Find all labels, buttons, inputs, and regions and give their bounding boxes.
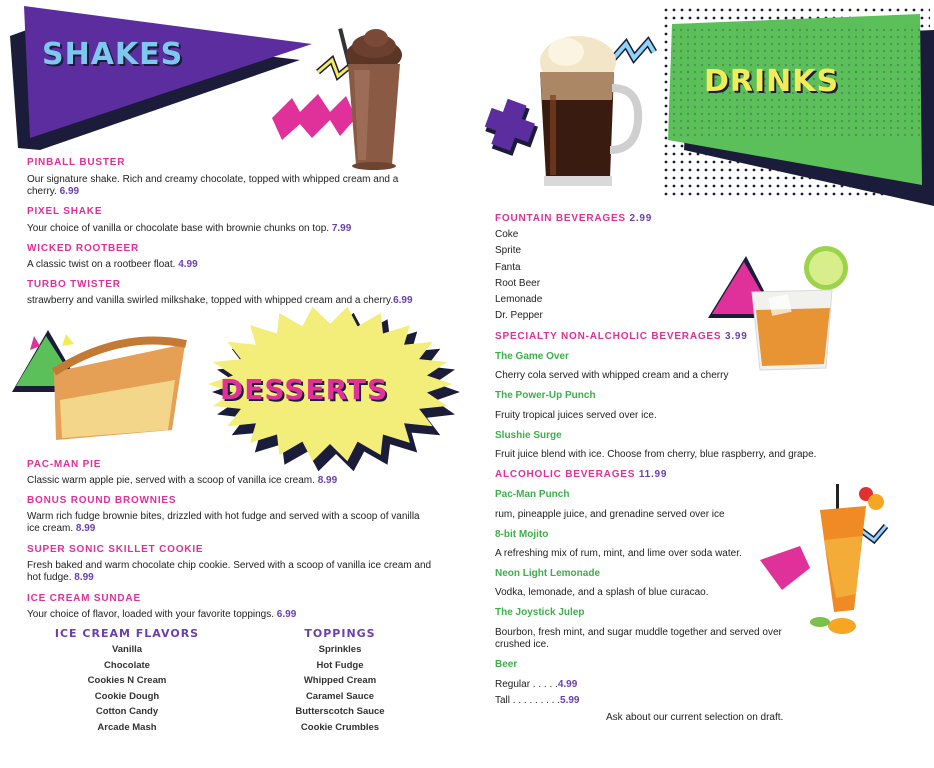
fountain-heading: FOUNTAIN BEVERAGES 2.99 (495, 213, 653, 224)
apple-pie-image (12, 330, 186, 440)
flavor-item: Cotton Candy (95, 706, 159, 717)
drink-desc: rum, pineapple juice, and grenadine served over ice (495, 509, 725, 520)
drink-desc: Cherry cola served with whipped cream and a cherry (495, 370, 729, 381)
dessert-name: PAC-MAN PIE (27, 459, 102, 470)
drink-name: Pac-Man Punch (495, 489, 570, 500)
fountain-item: Coke (495, 229, 519, 240)
fountain-price: 2.99 (629, 213, 653, 224)
shake-price: 6.99 (59, 186, 80, 197)
zigzag-blue-drinks (612, 42, 654, 60)
specialty-price: 3.99 (724, 331, 748, 342)
drink-desc: Bourbon, fresh mint, and sugar muddle together and served over crushed ice. (495, 627, 782, 650)
beer-note: Ask about our current selection on draft. (606, 712, 784, 723)
dessert-desc: Classic warm apple pie, served with a scoop of vanilla ice cream. 8.99 (27, 475, 338, 486)
drink-desc: A refreshing mix of rum, mint, and lime over soda water. (495, 548, 742, 559)
flavor-item: Chocolate (104, 659, 150, 671)
drinks-heading: DRINKS (704, 64, 840, 99)
dessert-name: ICE CREAM SUNDAE (27, 593, 141, 604)
shakes-banner (10, 6, 312, 150)
flavor-item: Cookies N Cream (87, 675, 167, 686)
dessert-price: 6.99 (276, 609, 297, 620)
shake-price: 7.99 (331, 223, 352, 234)
topping-item: Caramel Sauce (305, 690, 375, 702)
topping-item: Hot Fudge (316, 659, 364, 671)
topping-item: Butterscotch Sauce (295, 706, 385, 717)
shake-desc: A classic twist on a rootbeer float. 4.99 (27, 259, 198, 270)
drink-desc: Fruity tropical juices served over ice. (495, 410, 657, 421)
cocktail-image (760, 484, 886, 634)
flavors-list (42, 642, 212, 735)
drink-name: Neon Light Lemonade (495, 568, 600, 579)
toppings-list (255, 642, 425, 735)
shake-price: 6.99 (393, 295, 413, 306)
shake-desc: Our signature shake. Rich and creamy chocolate, topped with whipped cream and a cherry. 6.99 (27, 174, 399, 197)
shake-name: TURBO TWISTER (27, 279, 121, 290)
fountain-item: Fanta (495, 261, 521, 273)
drink-name: Slushie Surge (495, 430, 562, 441)
dessert-name: BONUS ROUND BROWNIES (27, 495, 177, 506)
flavor-item: Cookie Dough (94, 690, 160, 702)
shake-name: WICKED ROOTBEER (27, 243, 139, 254)
shake-desc: Your choice of vanilla or chocolate base with brownie chunks on top. 7.99 (27, 223, 352, 234)
beer-tall: Tall . . . . . . . . .5.99 (495, 695, 580, 706)
shake-name: PIXEL SHAKE (27, 206, 103, 217)
drinks-banner (660, 8, 934, 206)
flavor-item: Vanilla (111, 644, 143, 655)
beer-regular-price: 4.99 (557, 679, 578, 690)
topping-item: Whipped Cream (303, 675, 377, 686)
specialty-heading: SPECIALTY NON-ALCHOLIC BEVERAGES 3.99 (495, 331, 748, 342)
beer-tall-price: 5.99 (560, 695, 580, 706)
shake-price: 4.99 (178, 259, 198, 270)
fountain-item: Root Beer (495, 277, 541, 289)
dessert-price: 8.99 (74, 572, 94, 583)
dessert-price: 8.99 (75, 523, 96, 534)
topping-item: Cookie Crumbles (300, 721, 380, 733)
drink-desc: Vodka, lemonade, and a splash of blue curacao. (495, 587, 709, 598)
alcoholic-heading: ALCOHOLIC BEVERAGES 11.99 (495, 469, 668, 480)
shake-name: PINBALL BUSTER (27, 157, 126, 168)
dessert-price: 8.99 (317, 475, 338, 486)
drink-name: 8-bit Mojito (495, 529, 549, 540)
alcoholic-price: 11.99 (638, 469, 668, 480)
beer-heading: Beer (495, 659, 518, 670)
dessert-desc: Warm rich fudge brownie bites, drizzled with hot fudge and served with a scoop of vanilla ice cream. 8.99 (27, 511, 420, 534)
drink-desc: Fruit juice blend with ice. Choose from cherry, blue raspberry, and grape. (495, 449, 817, 460)
zigzag-pink-shakes (272, 60, 356, 140)
toppings-heading: TOPPINGS (304, 627, 376, 640)
milkshake-image (338, 28, 402, 170)
fountain-item: Lemonade (495, 294, 543, 306)
flavors-heading: ICE CREAM FLAVORS (54, 627, 200, 640)
rootbeer-float-image (540, 36, 638, 186)
flavor-item: Arcade Mash (97, 721, 157, 733)
shake-desc: strawberry and vanilla swirled milkshake, topped with whipped cream and a cherry.6.99 (27, 295, 413, 306)
dessert-desc: Your choice of flavor, loaded with your favorite toppings. 6.99 (27, 609, 297, 620)
dessert-name: SUPER SONIC SKILLET COOKIE (27, 544, 204, 555)
fountain-list (495, 227, 543, 325)
drink-name: The Power-Up Punch (495, 390, 596, 401)
plus-shape (479, 95, 544, 161)
drink-name: The Game Over (495, 351, 569, 362)
fountain-item: Sprite (495, 245, 522, 257)
old-fashioned-image (708, 246, 848, 370)
drink-name: The Joystick Julep (495, 607, 585, 618)
desserts-heading: DESSERTS (220, 373, 389, 406)
dessert-desc: Fresh baked and warm chocolate chip cookie. Served with a scoop of vanilla ice cream and hot fudge. 8.99 (27, 560, 432, 583)
topping-item: Sprinkles (318, 644, 362, 655)
fountain-item: Dr. Pepper (495, 310, 543, 322)
beer-regular: Regular . . . . .4.99 (495, 679, 578, 690)
shakes-heading: SHAKES (42, 37, 184, 72)
